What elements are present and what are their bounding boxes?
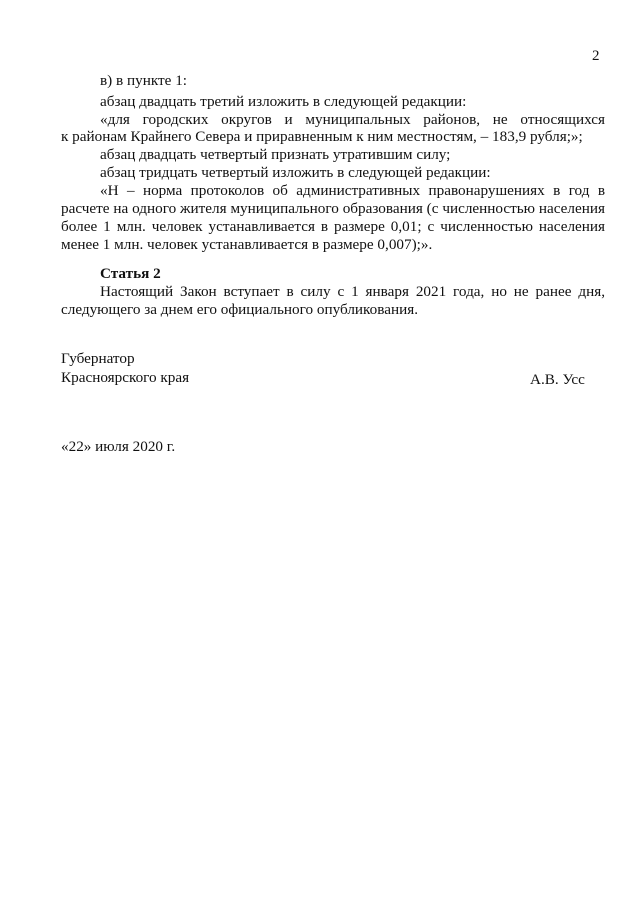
para34-text-line1: «Н – норма протоколов об административных правонарушениях в год в [100,182,605,199]
para23-text-line1: «для городских округов и муниципальных районов, не относящихся [100,111,605,128]
signatory-title-line2: Красноярского края [61,369,190,386]
signatory-name: А.В. Усс [530,371,585,388]
para34-text-line4: менее 1 млн. человек устанавливается в размере 0,007);». [61,236,433,253]
para23-text-line2: к районам Крайнего Севера и приравненным к ним местностям, – 183,9 рубля;»; [61,128,583,145]
signatory-title-line1: Губернатор [61,350,135,367]
item-v-line: в) в пункте 1: [100,72,188,89]
article-2-heading: Статья 2 [100,265,161,282]
article-2-text-line1: Настоящий Закон вступает в силу с 1 января 2021 года, но не ранее дня, [100,283,605,300]
para34-instruction: абзац тридцать четвертый изложить в следующей редакции: [100,164,491,181]
para34-text-line3: более 1 млн. человек устанавливается в размере 0,01; с численностью населения [61,218,605,235]
document-date: «22» июля 2020 г. [61,438,176,455]
para34-text-line2: расчете на одного жителя муниципального образования (с численностью населения [61,200,605,217]
page-number: 2 [592,48,600,64]
para24-instruction: абзац двадцать четвертый признать утратившим силу; [100,146,451,163]
article-2-text-line2: следующего за днем его официального опубликования. [61,301,419,318]
para23-instruction: абзац двадцать третий изложить в следующей редакции: [100,93,467,110]
